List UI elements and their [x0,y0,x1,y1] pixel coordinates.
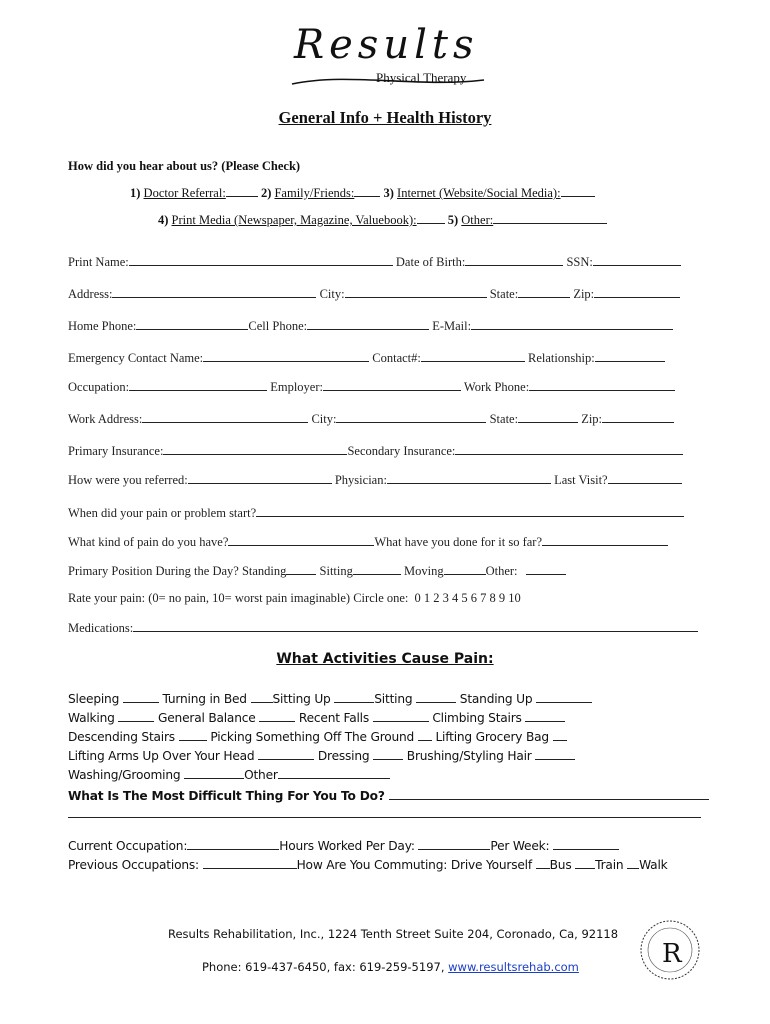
address-field[interactable] [112,286,316,298]
last-visit-field[interactable] [608,472,682,484]
activities-row-6 [68,788,709,803]
work-phone-field[interactable] [529,379,675,391]
contact-number-label: Contact#: [372,351,421,365]
general-balance-blank[interactable] [259,710,295,722]
option-number: 2) [260,186,272,200]
dressing-label: Dressing [317,749,370,763]
row-medications [68,620,698,636]
footer-contact [202,960,579,974]
descending-stairs-blank[interactable] [179,729,207,741]
employer-field[interactable] [323,379,461,391]
occupation-field[interactable] [129,379,267,391]
moving-label: Moving [404,564,444,578]
per-week-field[interactable] [553,838,619,850]
emergency-name-label: Emergency Contact Name: [68,351,204,365]
sitting-activity-blank[interactable] [416,691,456,703]
email-label: E-Mail: [432,319,472,333]
pain-start-label: When did your pain or problem start? [68,506,257,520]
standing-up-blank[interactable] [536,691,592,703]
logo [288,22,488,92]
brushing-label: Brushing/Styling Hair [406,749,532,763]
work-city-field[interactable] [336,411,486,423]
standing-up-label: Standing Up [459,692,533,706]
logo-wordmark: Results [294,22,479,68]
picking-label: Picking Something Off The Ground [210,730,415,744]
descending-stairs-label: Descending Stairs [68,730,175,744]
row-rate-pain [68,591,521,606]
most-difficult-field[interactable] [389,788,709,800]
pain-start-field[interactable] [256,505,684,517]
dressing-blank[interactable] [373,748,403,760]
work-zip-label: Zip: [581,412,603,426]
page-title: General Info + Health History [278,108,492,127]
work-state-label: State: [489,412,519,426]
standing-label: Standing [241,564,287,578]
website-link[interactable]: www.resultsrehab.com [448,960,579,974]
other-activity-blank[interactable] [278,767,390,779]
standing-blank[interactable] [286,563,316,575]
row-emergency [68,350,665,366]
hours-field[interactable] [418,838,490,850]
brushing-blank[interactable] [535,748,575,760]
row-address [68,286,680,302]
grocery-bag-label: Lifting Grocery Bag [435,730,549,744]
relationship-field[interactable] [595,350,665,362]
other-position-blank[interactable] [526,563,566,575]
medications-label: Medications: [68,621,134,635]
sitting-blank[interactable] [353,563,401,575]
activities-row-2 [68,710,565,725]
activities-row-3 [68,729,567,744]
activities-heading: What Activities Cause Pain: [276,651,494,667]
walking-label: Walking [68,711,115,725]
primary-insurance-label: Primary Insurance: [68,444,164,458]
hear-about-question: How did you hear about us? (Please Check) [68,159,301,173]
medications-field[interactable] [133,620,698,632]
referred-label: How were you referred: [68,473,188,487]
current-occupation-label: Current Occupation: [68,839,188,853]
option-doctor-referral[interactable]: Doctor Referral: [143,186,226,200]
recent-falls-label: Recent Falls [298,711,369,725]
train-blank[interactable] [575,857,595,869]
option-number: 1) [130,186,141,200]
row-insurance [68,443,683,459]
sitting-up-blank[interactable] [334,691,374,703]
position-label: Primary Position During the Day? [68,564,239,578]
previous-occupations-field[interactable] [203,857,297,869]
footer-phone: Phone: 619-437-6450, fax: 619-259-5197, [202,960,445,974]
referred-field[interactable] [188,472,332,484]
city-label: City: [319,287,345,301]
emergency-name-field[interactable] [203,350,369,362]
physician-label: Physician: [334,473,387,487]
pain-scale[interactable]: 0 1 2 3 4 5 6 7 8 9 10 [414,591,521,605]
sleeping-label: Sleeping [68,692,120,706]
turning-blank[interactable] [251,691,273,703]
work-phone-label: Work Phone: [463,380,530,394]
print-name-field[interactable] [129,254,393,266]
print-media-blank[interactable] [417,212,445,224]
lifting-arms-label: Lifting Arms Up Over Your Head [68,749,255,763]
pain-kind-field[interactable] [228,534,374,546]
home-phone-label: Home Phone: [68,319,137,333]
previous-occupations-label: Previous Occupations: [68,858,199,872]
done-so-far-field[interactable] [542,534,668,546]
climbing-stairs-blank[interactable] [525,710,565,722]
train-label: Train [595,858,624,872]
family-friends-blank[interactable] [354,185,380,197]
zip-label: Zip: [573,287,595,301]
internet-blank[interactable] [561,185,595,197]
option-number: 4) [158,213,169,227]
home-phone-field[interactable] [136,318,248,330]
most-difficult-line-2[interactable] [68,817,701,818]
option-number: 5) [447,213,459,227]
sleeping-blank[interactable] [123,691,159,703]
state-label: State: [489,287,519,301]
walk-label: Walk [639,858,668,872]
address-label: Address: [68,287,113,301]
bus-blank[interactable] [536,857,550,869]
climbing-stairs-label: Climbing Stairs [432,711,522,725]
dob-field[interactable] [465,254,563,266]
per-week-label: Per Week: [490,839,550,853]
option-family-friends[interactable]: Family/Friends: [274,186,355,200]
pain-kind-label: What kind of pain do you have? [68,535,229,549]
work-row-1 [68,838,619,853]
svg-text:R: R [662,939,682,969]
option-number: 3) [383,186,394,200]
activities-row-5 [68,767,390,782]
cell-phone-field[interactable] [307,318,429,330]
seal-logo [638,918,702,982]
logo-subtitle: Physical Therapy [376,70,467,85]
option-other[interactable]: Other: [461,213,494,227]
row-position [68,563,566,579]
work-state-field[interactable] [518,411,578,423]
row-pain-start [68,505,684,521]
city-field[interactable] [345,286,487,298]
turning-label: Turning in Bed [162,692,247,706]
email-field[interactable] [471,318,673,330]
walk-blank[interactable] [627,857,639,869]
hours-label: Hours Worked Per Day: [279,839,415,853]
ssn-label: SSN: [566,255,593,269]
lifting-arms-blank[interactable] [258,748,314,760]
washing-blank[interactable] [184,767,244,779]
current-occupation-field[interactable] [187,838,279,850]
work-zip-field[interactable] [602,411,674,423]
other-label: Other: [485,564,518,578]
row-name [68,254,681,270]
activities-row-4 [68,748,575,763]
doctor-referral-blank[interactable] [226,185,258,197]
secondary-insurance-label: Secondary Insurance: [347,444,456,458]
physician-field[interactable] [387,472,551,484]
sitting-up-label: Sitting Up [272,692,331,706]
other-activity-label: Other [244,768,278,782]
commuting-label: How Are You Commuting: [296,858,448,872]
done-so-far-label: What have you done for it so far? [374,535,543,549]
most-difficult-label: What Is The Most Difficult Thing For You To Do? [68,789,385,803]
last-visit-label: Last Visit? [554,473,608,487]
seal-graphic [638,918,702,982]
bus-label: Bus [549,858,572,872]
picking-blank[interactable] [418,729,432,741]
print-name-label: Print Name: [68,255,129,269]
secondary-insurance-field[interactable] [455,443,683,455]
grocery-bag-blank[interactable] [553,729,567,741]
cell-phone-label: Cell Phone: [248,319,308,333]
zip-field[interactable] [594,286,680,298]
occupation-label: Occupation: [68,380,130,394]
row-pain-kind [68,534,668,550]
sitting-activity-label: Sitting [374,692,413,706]
work-row-2 [68,857,668,872]
work-address-field[interactable] [142,411,308,423]
contact-number-field[interactable] [421,350,525,362]
footer-address: Results Rehabilitation, Inc., 1224 Tenth Street Suite 204, Coronado, Ca, 92118 [168,927,619,941]
walking-blank[interactable] [118,710,154,722]
relationship-label: Relationship: [528,351,595,365]
other-blank[interactable] [493,212,607,224]
washing-label: Washing/Grooming [68,768,181,782]
activities-row-1 [68,691,592,706]
dob-label: Date of Birth: [395,255,466,269]
row-occupation [68,379,675,395]
moving-blank[interactable] [444,563,486,575]
work-city-label: City: [311,412,337,426]
sitting-label: Sitting [319,564,353,578]
rate-pain-label: Rate your pain: (0= no pain, 10= worst pain imaginable) Circle one: [68,591,409,605]
option-internet[interactable]: Internet (Website/Social Media): [397,186,561,200]
drive-label: Drive Yourself [450,858,532,872]
hear-about-row-2 [158,212,607,228]
employer-label: Employer: [270,380,323,394]
option-print-media[interactable]: Print Media (Newspaper, Magazine, Valuebook): [171,213,417,227]
row-phones [68,318,673,334]
recent-falls-blank[interactable] [373,710,429,722]
hear-about-row-1 [130,185,595,201]
primary-insurance-field[interactable] [163,443,347,455]
general-balance-label: General Balance [158,711,256,725]
row-work-address [68,411,674,427]
row-referral [68,472,682,488]
ssn-field[interactable] [593,254,681,266]
work-address-label: Work Address: [68,412,143,426]
state-field[interactable] [518,286,570,298]
